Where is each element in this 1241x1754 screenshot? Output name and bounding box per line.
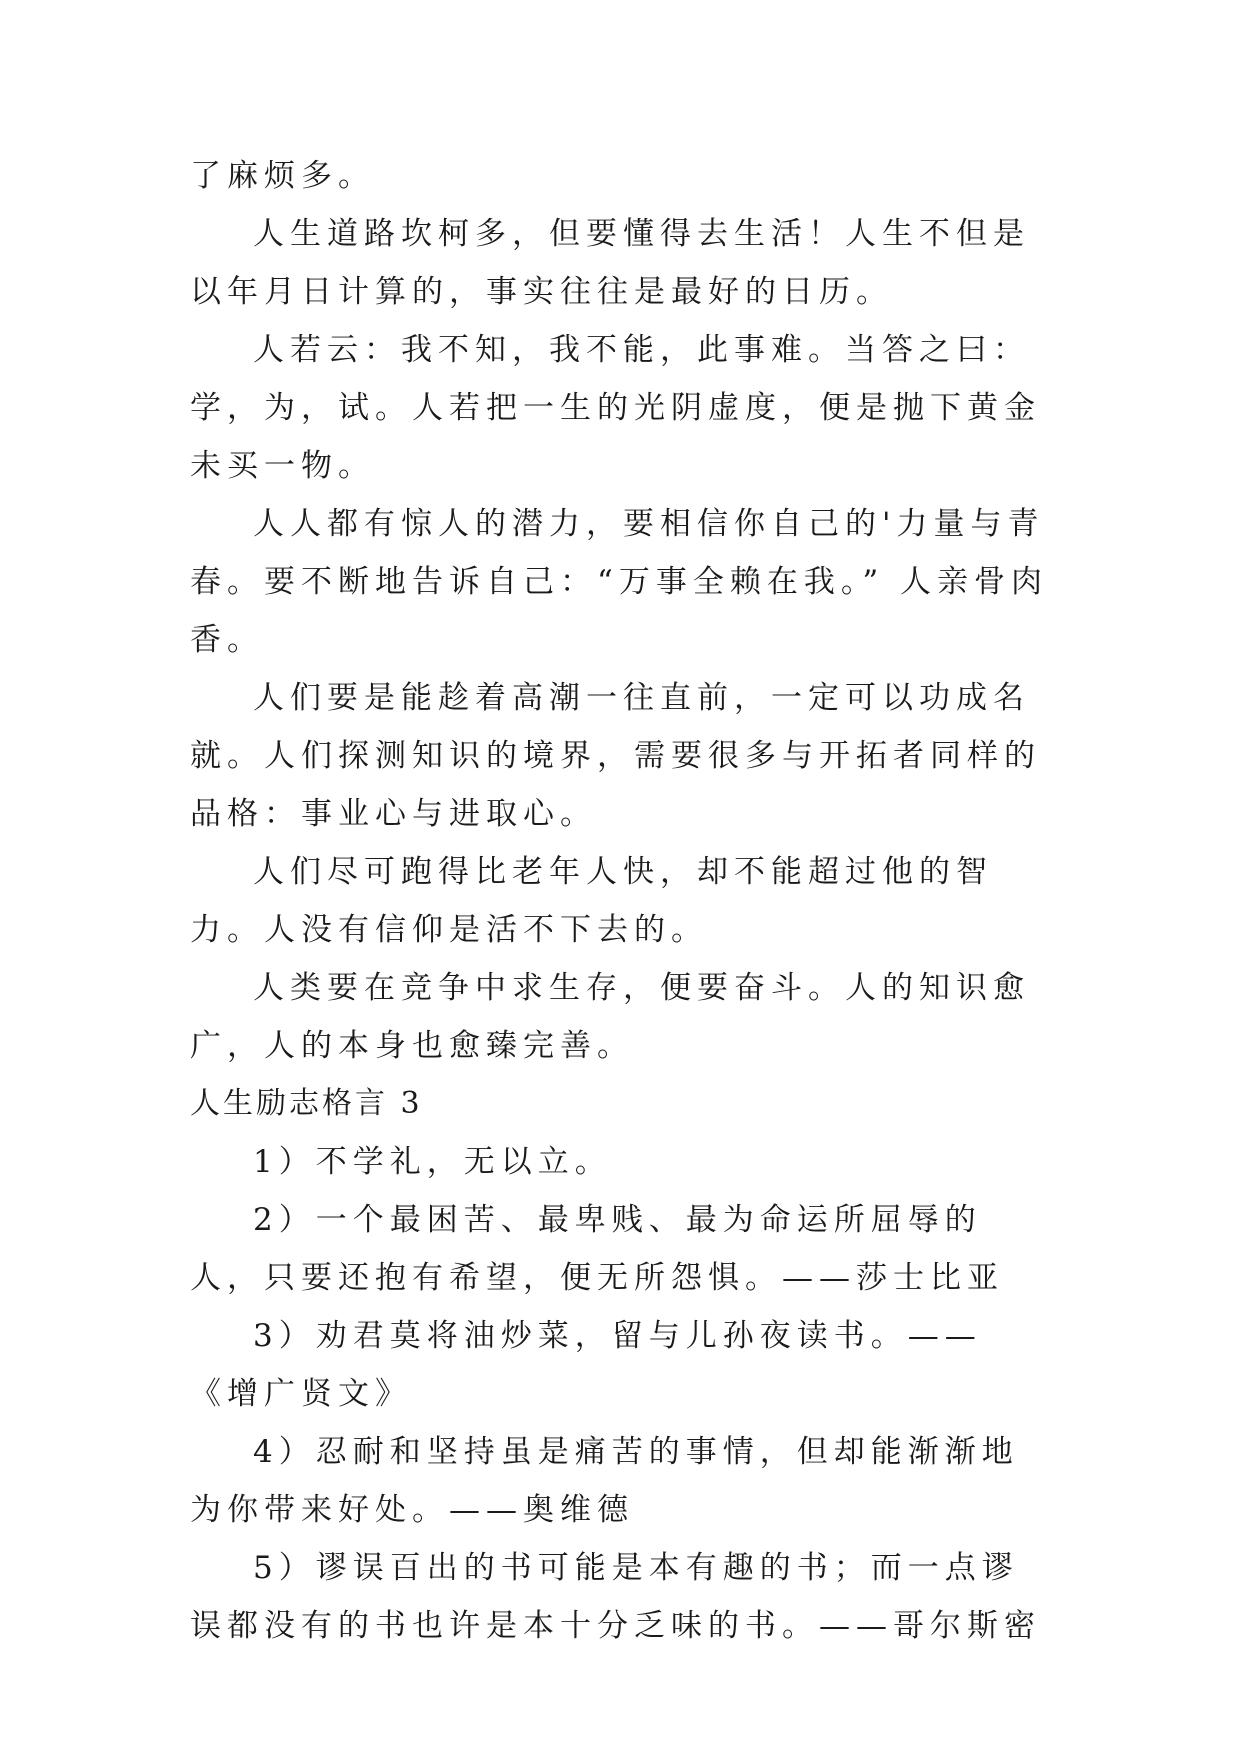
- quote-item: 2）一个最困苦、最卑贱、最为命运所屈辱的人，只要还抱有希望，便无所怨惧。——莎士比亚: [190, 1202, 1004, 1296]
- quote-item: 4）忍耐和坚持虽是痛苦的事情，但却能渐渐地为你带来好处。——奥维德: [190, 1434, 1019, 1528]
- paragraph: 人类要在竞争中求生存，便要奋斗。人的知识愈广，人的本身也愈臻完善。: [190, 970, 1030, 1064]
- paragraph: 人生道路坎柯多，但要懂得去生活！人生不但是以年月日计算的，事实往往是最好的日历。: [190, 216, 1030, 310]
- quote-item: 5）谬误百出的书可能是本有趣的书；而一点谬误都没有的书也许是本十分乏味的书。——哥尔斯密: [190, 1550, 1041, 1644]
- paragraph: 人们尽可跑得比老年人快，却不能超过他的智力。人没有信仰是活不下去的。: [190, 854, 993, 948]
- quote-item: 1）不学礼，无以立。: [253, 1144, 612, 1180]
- continuation-text: 了麻烦多。: [190, 158, 375, 194]
- document-page: [190, 147, 1055, 1655]
- paragraph: 人人都有惊人的潜力，要相信你自己的'力量与青春。要不断地告诉自己：“万事全赖在我。” 人亲骨肉香。: [190, 506, 1049, 658]
- paragraph: 人们要是能趁着高潮一往直前，一定可以功成名就。人们探测知识的境界，需要很多与开拓者同样的品格：事业心与进取心。: [190, 680, 1041, 832]
- quote-item: 3）劝君莫将油炒菜，留与儿孙夜读书。——《增广贤文》: [190, 1318, 982, 1412]
- section-heading: 人生励志格言 3: [190, 1086, 423, 1121]
- paragraph: 人若云：我不知，我不能，此事难。当答之曰：学，为，试。人若把一生的光阴虚度，便是抛下黄金未买一物。: [190, 332, 1041, 484]
